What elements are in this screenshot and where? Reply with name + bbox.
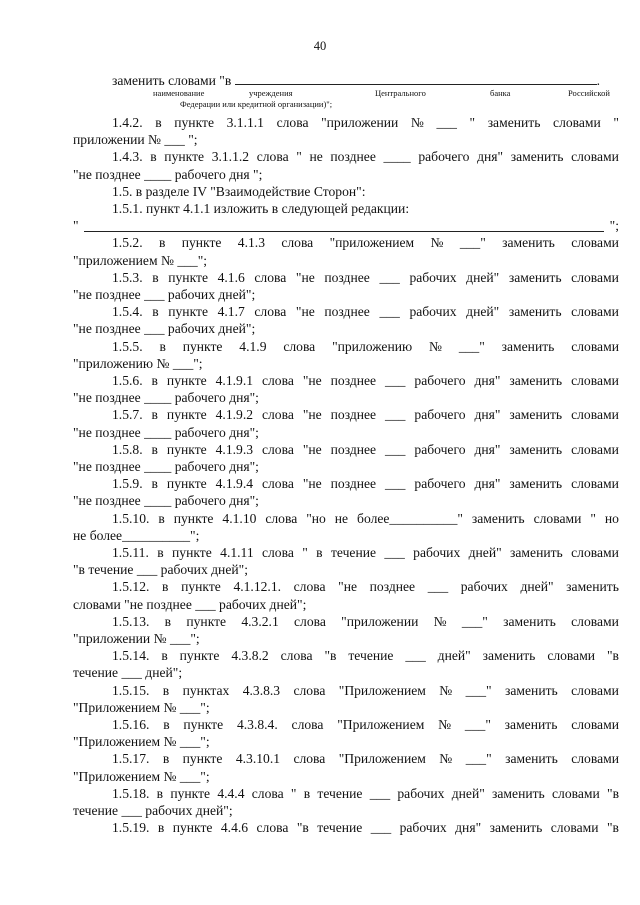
word: 1.4.3. xyxy=(112,149,143,165)
word: № xyxy=(433,613,447,629)
word: " xyxy=(590,510,596,526)
caption-word: наименование xyxy=(153,88,205,98)
word: 4.1.9.4 xyxy=(215,476,254,492)
word: " xyxy=(613,115,619,130)
word: дня" xyxy=(474,476,501,492)
word: "Приложением xyxy=(337,717,425,732)
word: рабочего xyxy=(414,373,466,388)
word: пункте xyxy=(170,785,211,801)
word: ___" xyxy=(458,338,485,354)
word: рабочего xyxy=(414,407,466,423)
word: дня" xyxy=(474,373,501,388)
word: позднее xyxy=(330,149,376,165)
word: рабочих xyxy=(397,785,445,801)
caption-word: Российской xyxy=(568,88,610,98)
word: словами xyxy=(571,269,619,285)
word: заменить xyxy=(508,269,562,285)
word: заменить xyxy=(482,648,536,664)
word: в xyxy=(155,115,162,130)
word: ___ xyxy=(385,441,406,457)
word: в xyxy=(162,579,169,595)
word: "не xyxy=(302,476,322,492)
intro-line xyxy=(112,70,619,88)
word: пункте xyxy=(166,476,207,492)
word: словами xyxy=(571,613,619,629)
clause-line xyxy=(112,682,619,700)
word: "в xyxy=(607,785,619,801)
word: 4.4.4 xyxy=(217,785,245,801)
word: 1.5.3. xyxy=(112,269,143,285)
word: слова xyxy=(261,545,294,560)
word: "не xyxy=(338,579,358,595)
word: ___ xyxy=(370,820,392,836)
word: 1.5.18. xyxy=(112,785,150,801)
word: слова xyxy=(283,338,316,354)
word: пункте xyxy=(174,115,214,130)
word: в xyxy=(152,269,159,285)
word: дней" xyxy=(466,269,500,285)
word: № xyxy=(438,717,452,732)
word: в xyxy=(151,373,158,388)
clause-continuation: не более__________"; xyxy=(73,527,200,543)
word: пункте xyxy=(173,510,214,526)
word: 1.5.19. xyxy=(112,820,150,836)
clause-continuation: "Приложением № ___"; xyxy=(73,734,210,750)
word: дней" xyxy=(466,304,500,320)
word: ___ xyxy=(369,785,391,801)
word: "приложении xyxy=(321,115,399,130)
word: слова xyxy=(261,407,294,423)
word: слова xyxy=(293,682,326,698)
word: но xyxy=(604,510,619,526)
word: заменить xyxy=(508,304,562,320)
word: словами xyxy=(547,648,596,664)
word: течение xyxy=(348,648,394,664)
word: в xyxy=(151,441,158,457)
word: ___ xyxy=(385,407,406,423)
word: "в xyxy=(296,820,309,836)
word: словами xyxy=(533,510,582,526)
word: слова xyxy=(261,476,294,492)
word: "не xyxy=(302,407,322,423)
word: "в xyxy=(324,648,337,664)
word: ___ xyxy=(379,269,400,285)
word: позднее xyxy=(324,304,370,320)
word: слова xyxy=(261,373,294,388)
word: слова xyxy=(261,441,294,457)
word: 1.5.17. xyxy=(112,751,150,767)
word: заменить xyxy=(489,820,543,836)
word: позднее xyxy=(330,476,377,492)
clause-continuation: "не позднее ___ рабочих дней"; xyxy=(73,287,256,302)
clause-continuation: "в течение ___ рабочих дней"; xyxy=(73,562,248,578)
word: позднее xyxy=(369,579,416,595)
clause-line xyxy=(112,750,619,768)
word: словами xyxy=(571,407,619,423)
word: словами xyxy=(571,373,619,388)
clause-continuation: "Приложением № ___"; xyxy=(73,768,210,784)
quoted-blank-line xyxy=(73,217,619,235)
word: № xyxy=(410,115,424,130)
word: словами xyxy=(553,115,601,130)
word: заменить xyxy=(509,441,563,457)
word: 1.5.11. xyxy=(112,545,149,560)
word: слова xyxy=(254,269,287,285)
word: заменить xyxy=(504,717,558,732)
word: в xyxy=(150,149,157,165)
word: 4.4.6 xyxy=(220,820,249,836)
word: "не xyxy=(295,269,315,285)
caption-word: банка xyxy=(490,88,511,98)
word: заменить xyxy=(505,751,558,767)
word: заменить xyxy=(492,785,545,801)
word: не xyxy=(309,149,323,165)
clause-line xyxy=(112,372,619,390)
word: рабочего xyxy=(414,441,466,457)
word: "Приложением xyxy=(338,682,426,698)
clause-continuation: течение ___ рабочих дней"; xyxy=(73,803,233,818)
word: дней" xyxy=(437,648,471,664)
word: № xyxy=(430,235,444,251)
word: 1.5.15. xyxy=(112,682,150,698)
word: пункте xyxy=(183,717,224,732)
word: пункте xyxy=(182,751,223,767)
word: пункте xyxy=(166,373,207,388)
word: 1.5.6. xyxy=(112,373,143,388)
word: дней" xyxy=(451,785,485,801)
word: "приложению xyxy=(332,338,413,354)
word: в xyxy=(157,820,165,836)
word: 1.4.2. xyxy=(112,115,143,130)
word: " xyxy=(302,545,308,560)
word: 4.3.8.3 xyxy=(242,682,281,698)
word: " xyxy=(290,785,297,801)
word: позднее xyxy=(330,441,377,457)
word: рабочего xyxy=(418,149,470,165)
word: пункте xyxy=(181,235,222,251)
word: 1.5.12. xyxy=(112,579,150,595)
clause-continuation: "не позднее ____ рабочего дня "; xyxy=(73,166,263,182)
word: заменить xyxy=(510,545,563,560)
word: течение xyxy=(330,545,377,560)
word: позднее xyxy=(324,269,370,285)
word: словами xyxy=(571,717,619,732)
word: рабочих xyxy=(460,579,508,595)
word: пункте xyxy=(168,304,208,320)
clause-continuation: приложении № ___ "; xyxy=(73,132,198,148)
word: 4.1.6 xyxy=(217,269,245,285)
word: пункте xyxy=(166,407,207,423)
word: в xyxy=(316,545,323,560)
clause-continuation: "приложению № ___"; xyxy=(73,355,203,371)
word: рабочих xyxy=(399,820,447,836)
clause-continuation: "приложении № ___"; xyxy=(73,631,200,646)
clause-continuation: "не позднее ____ рабочего дня"; xyxy=(73,493,259,509)
clause-line xyxy=(112,269,619,287)
word: "Приложением xyxy=(338,751,426,767)
clause-line xyxy=(112,475,619,493)
word: "приложением xyxy=(329,235,415,251)
word: ___ xyxy=(384,545,405,560)
word: словами xyxy=(571,304,619,320)
clause-line xyxy=(112,303,619,321)
word: 1.5.4. xyxy=(112,304,143,320)
word: слова xyxy=(291,717,324,732)
word: пункте xyxy=(168,269,208,285)
word: 4.3.2.1 xyxy=(241,613,279,629)
clause-continuation: "не позднее ____ рабочего дня"; xyxy=(73,459,259,474)
word: в xyxy=(303,785,311,801)
word: 3.1.1.2 xyxy=(211,149,250,165)
word: рабочих xyxy=(413,545,461,560)
word: 4.1.3 xyxy=(237,235,265,251)
word: в xyxy=(162,751,170,767)
word: " xyxy=(296,149,302,165)
word: дня" xyxy=(455,820,482,836)
word: пункте xyxy=(172,545,212,560)
word: 3.1.1.1 xyxy=(226,115,264,130)
clause-line: 1.5. в разделе IV "Взаимодействие Сторон": xyxy=(112,183,366,199)
word: 1.5.5. xyxy=(112,338,143,354)
word: заменить xyxy=(503,613,556,629)
word: пункте xyxy=(186,613,227,629)
word: заменить xyxy=(471,510,525,526)
word: пунктах xyxy=(182,682,230,698)
clause-continuation: словами "не позднее ___ рабочих дней"; xyxy=(73,596,307,612)
word: слова xyxy=(251,785,284,801)
word: "не xyxy=(302,441,322,457)
word: заменить xyxy=(509,373,563,388)
word: словами xyxy=(571,476,619,492)
clause-line xyxy=(112,114,619,132)
word: "приложении xyxy=(341,613,419,629)
word: 4.1.9.3 xyxy=(215,441,254,457)
word: "в xyxy=(606,820,619,836)
word: 1.5.16. xyxy=(112,717,150,732)
word: слова xyxy=(254,304,287,320)
word: дня" xyxy=(474,407,501,423)
word: "но xyxy=(306,510,326,526)
clause-continuation: "приложением № ___"; xyxy=(73,252,208,268)
word: в xyxy=(152,304,159,320)
word: в xyxy=(159,338,166,354)
word: ___" xyxy=(459,235,486,251)
word: словами xyxy=(571,149,619,165)
word: пункте xyxy=(164,149,205,165)
blank-line xyxy=(84,217,604,232)
word: 4.1.12.1. xyxy=(233,579,282,595)
word: заменить xyxy=(509,476,563,492)
caption-line-2: Федерации или кредитной организации)"; xyxy=(180,99,333,109)
clause-continuation: "не позднее ___ рабочих дней"; xyxy=(73,321,256,337)
word: ___" xyxy=(465,751,492,767)
word: ___ xyxy=(427,579,449,595)
word: течение xyxy=(317,820,363,836)
word: в xyxy=(151,407,158,423)
clause-line xyxy=(112,510,619,528)
caption-word: Центрального xyxy=(375,88,426,98)
word: ___ xyxy=(379,304,400,320)
word: словами xyxy=(571,338,619,354)
word: более__________" xyxy=(357,510,463,526)
word: 4.3.8.2 xyxy=(231,648,269,664)
word: дня" xyxy=(477,149,504,165)
word: в xyxy=(156,785,164,801)
word: заменить xyxy=(509,407,563,423)
word: заменить xyxy=(501,338,555,354)
word: пункте xyxy=(179,648,220,664)
word: 4.1.11 xyxy=(220,545,254,560)
word: слова xyxy=(276,115,309,130)
word: словами xyxy=(550,820,599,836)
word: "не xyxy=(302,373,322,388)
word: ___ xyxy=(436,115,457,130)
word: " xyxy=(469,115,476,130)
word: дня" xyxy=(474,441,501,457)
word: в xyxy=(164,613,172,629)
word: слова xyxy=(294,613,326,629)
word: 1.5.7. xyxy=(112,407,143,423)
clause-line xyxy=(112,716,619,734)
clause-line xyxy=(112,148,619,166)
word: "не xyxy=(295,304,315,320)
caption-word: учреждения xyxy=(249,88,293,98)
word: 4.1.7 xyxy=(217,304,245,320)
word: дней" xyxy=(520,579,554,595)
clause-line xyxy=(112,406,619,424)
word: 1.5.10. xyxy=(112,510,150,526)
word: позднее xyxy=(330,373,377,388)
word: слова xyxy=(265,510,298,526)
word: 4.3.10.1 xyxy=(235,751,281,767)
word: 1.5.8. xyxy=(112,441,143,457)
word: словами xyxy=(571,441,619,457)
clause-line xyxy=(112,819,619,837)
word: слова xyxy=(256,820,289,836)
word: рабочих xyxy=(409,269,457,285)
word: ___ xyxy=(385,373,406,388)
clause-line xyxy=(112,338,619,356)
word: № xyxy=(429,338,442,354)
clause-line xyxy=(112,234,619,252)
word: пункте xyxy=(166,441,207,457)
word: 4.3.8.4. xyxy=(236,717,278,732)
word: 1.5.9. xyxy=(112,476,143,492)
word: "в xyxy=(607,648,619,664)
word: позднее xyxy=(330,407,377,423)
word: ___" xyxy=(461,613,488,629)
word: 4.1.9 xyxy=(239,338,267,354)
clause-continuation: течение ___ дней"; xyxy=(73,665,183,681)
word: в xyxy=(158,235,166,251)
word: 4.1.10 xyxy=(222,510,257,526)
word: 1.5.14. xyxy=(112,648,150,664)
intro-prefix: заменить словами "в xyxy=(112,73,232,88)
word: в xyxy=(158,510,165,526)
word: 4.1.9.1 xyxy=(215,373,254,388)
quote-open: " xyxy=(73,218,79,234)
word: пункте xyxy=(172,820,213,836)
intro-blank xyxy=(235,70,597,85)
word: в xyxy=(151,476,158,492)
word: слова xyxy=(293,579,326,595)
word: 1.5.13. xyxy=(112,613,150,629)
word: словами xyxy=(571,682,619,698)
clause-line xyxy=(112,441,619,459)
word: ___ xyxy=(385,476,406,492)
clause-line xyxy=(112,647,619,665)
intro-suffix: . xyxy=(596,73,601,88)
word: в xyxy=(163,717,170,732)
word: словами xyxy=(571,545,619,560)
word: ___" xyxy=(464,717,491,732)
word: в xyxy=(162,682,170,698)
word: 4.1.9.2 xyxy=(215,407,254,423)
clause-continuation: "не позднее ____ рабочего дня"; xyxy=(73,390,259,406)
word: словами xyxy=(571,235,619,251)
clause-line xyxy=(112,613,619,631)
clause-line: 1.5.1. пункт 4.1.1 изложить в следующей редакции: xyxy=(112,201,410,216)
page-number: 40 xyxy=(313,39,327,53)
word: слова xyxy=(256,149,289,165)
word: слова xyxy=(280,648,313,664)
word: дней" xyxy=(468,545,502,560)
word: рабочих xyxy=(409,304,457,320)
clause-line xyxy=(112,578,619,596)
word: № xyxy=(439,682,453,698)
word: ____ xyxy=(383,149,411,165)
word: заменить xyxy=(566,579,619,595)
clause-line xyxy=(112,544,619,562)
word: слова xyxy=(281,235,314,251)
word: пункте xyxy=(182,338,223,354)
word: словами xyxy=(552,785,600,801)
word: в xyxy=(161,648,168,664)
clause-continuation: "не позднее ____ рабочего дня"; xyxy=(73,424,259,440)
word: заменить xyxy=(505,682,558,698)
word: пункте xyxy=(181,579,221,595)
word: заменить xyxy=(502,235,555,251)
word: заменить xyxy=(510,149,564,165)
word: не xyxy=(334,510,349,526)
word: ___ xyxy=(405,648,426,664)
word: ___" xyxy=(465,682,492,698)
word: 1.5.2. xyxy=(112,235,143,251)
word: словами xyxy=(571,751,619,767)
word: заменить xyxy=(487,115,541,130)
word: слова xyxy=(293,751,326,767)
word: рабочего xyxy=(414,476,466,492)
word: в xyxy=(157,545,164,560)
word: течение xyxy=(317,785,363,801)
clause-continuation: "Приложением № ___"; xyxy=(73,699,210,715)
quote-close: "; xyxy=(609,218,619,234)
clause-line xyxy=(112,785,619,803)
word: № xyxy=(439,751,453,767)
